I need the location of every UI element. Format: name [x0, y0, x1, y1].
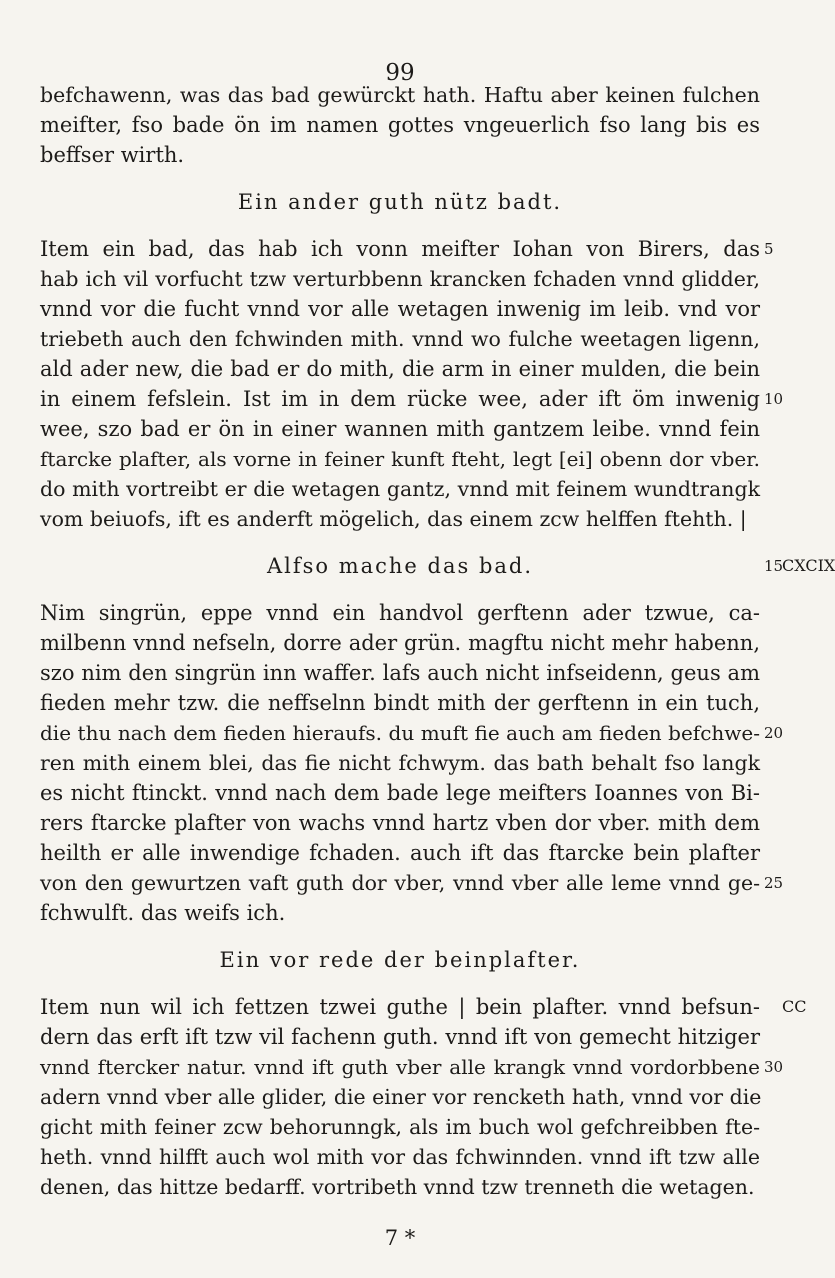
- text-line: es nicht ftinckt. vnnd nach dem bade lege meifters Ioannes von Bi-: [40, 781, 760, 805]
- text-line: von den gewurtzen vaft guth dor vber, vnnd vber alle leme vnnd ge-: [40, 871, 760, 895]
- margin-folio-note: CXCIX: [782, 556, 835, 575]
- text-line: fchwulft. das weifs ich.: [40, 901, 286, 925]
- text-line: vom beiuofs, ift es anderft mögelich, das einem zcw helffen ftehth. |: [40, 507, 747, 531]
- text-line: fieden mehr tzw. die neffselnn bindt mith der gerftenn in ein tuch,: [40, 691, 760, 715]
- text-line: Nim singrün, eppe vnnd ein handvol gerftenn ader tzwue, ca-: [40, 601, 760, 625]
- section-heading: Ein vor rede der beinplafter.: [219, 948, 581, 972]
- text-line: die thu nach dem fieden hieraufs. du muft fie auch am fieden befchwe-: [40, 721, 760, 745]
- line-number: 20: [764, 724, 784, 742]
- section-heading: Ein ander guth nütz badt.: [237, 190, 563, 214]
- text-line: Item nun wil ich fettzen tzwei guthe | bein plafter. vnnd befsun-: [40, 995, 760, 1019]
- text-line: meifter, fso bade ön im namen gottes vngeuerlich fso lang bis es: [40, 113, 760, 137]
- text-line: in einem fefslein. Ist im in dem rücke wee, ader ift öm inwenig: [40, 387, 760, 411]
- text-line: do mith vortreibt er die wetagen gantz, vnnd mit feinem wundtrangk: [40, 477, 760, 501]
- text-line: milbenn vnnd nefseln, dorre ader grün. magftu nicht mehr habenn,: [40, 631, 760, 655]
- section-heading: Alfso mache das bad.: [266, 554, 534, 578]
- text-line: vnnd vor die fucht vnnd vor alle wetagen inwenig im leib. vnd vor: [40, 297, 760, 321]
- text-line: befchawenn, was das bad gewürckt hath. Haftu aber keinen fulchen: [40, 83, 760, 107]
- text-line: rers ftarcke plafter von wachs vnnd hartz vben dor vber. mith dem: [40, 811, 760, 835]
- text-line: ren mith einem blei, das fie nicht fchwym. das bath behalt fso langk: [40, 751, 760, 775]
- line-number: 15: [764, 557, 784, 575]
- line-number: 5: [764, 240, 774, 258]
- text-line: wee, szo bad er ön in einer wannen mith gantzem leibe. vnnd fein: [40, 417, 760, 441]
- line-number: 25: [764, 874, 784, 892]
- text-line: beffser wirth.: [40, 143, 185, 167]
- text-line: denen, das hittze bedarff. vortribeth vnnd tzw trenneth die wetagen.: [40, 1175, 755, 1199]
- text-line: Item ein bad, das hab ich vonn meifter Iohan von Birers, das: [40, 237, 760, 261]
- text-line: adern vnnd vber alle glider, die einer vor rencketh hath, vnnd vor die: [40, 1085, 762, 1109]
- signature-mark: 7 *: [384, 1226, 416, 1250]
- page-number: 99: [385, 60, 415, 86]
- text-line: vnnd ftercker natur. vnnd ift guth vber alle krangk vnnd vordorbbene: [40, 1055, 760, 1079]
- text-line: triebeth auch den fchwinden mith. vnnd wo fulche weetagen ligenn,: [40, 327, 760, 351]
- text-line: ald ader new, die bad er do mith, die arm in einer mulden, die bein: [40, 357, 760, 381]
- line-number: 10: [764, 390, 784, 408]
- line-number: 30: [764, 1058, 784, 1076]
- text-line: szo nim den singrün inn waffer. lafs auch nicht infseidenn, geus am: [40, 661, 760, 685]
- text-line: gicht mith feiner zcw behorunngk, als im buch wol gefchreibben fte-: [40, 1115, 760, 1139]
- margin-folio-note: CC: [782, 997, 807, 1016]
- text-line: heth. vnnd hilfft auch wol mith vor das fchwinnden. vnnd ift tzw alle: [40, 1145, 760, 1169]
- text-line: ftarcke plafter, als vorne in feiner kunft fteht, legt [ei] obenn dor vber.: [40, 447, 760, 471]
- text-line: heilth er alle inwendige fchaden. auch ift das ftarcke bein plafter: [40, 841, 760, 865]
- text-line: hab ich vil vorfucht tzw verturbbenn krancken fchaden vnnd glidder,: [40, 267, 760, 291]
- text-line: dern das erft ift tzw vil fachenn guth. vnnd ift von gemecht hitziger: [40, 1025, 760, 1049]
